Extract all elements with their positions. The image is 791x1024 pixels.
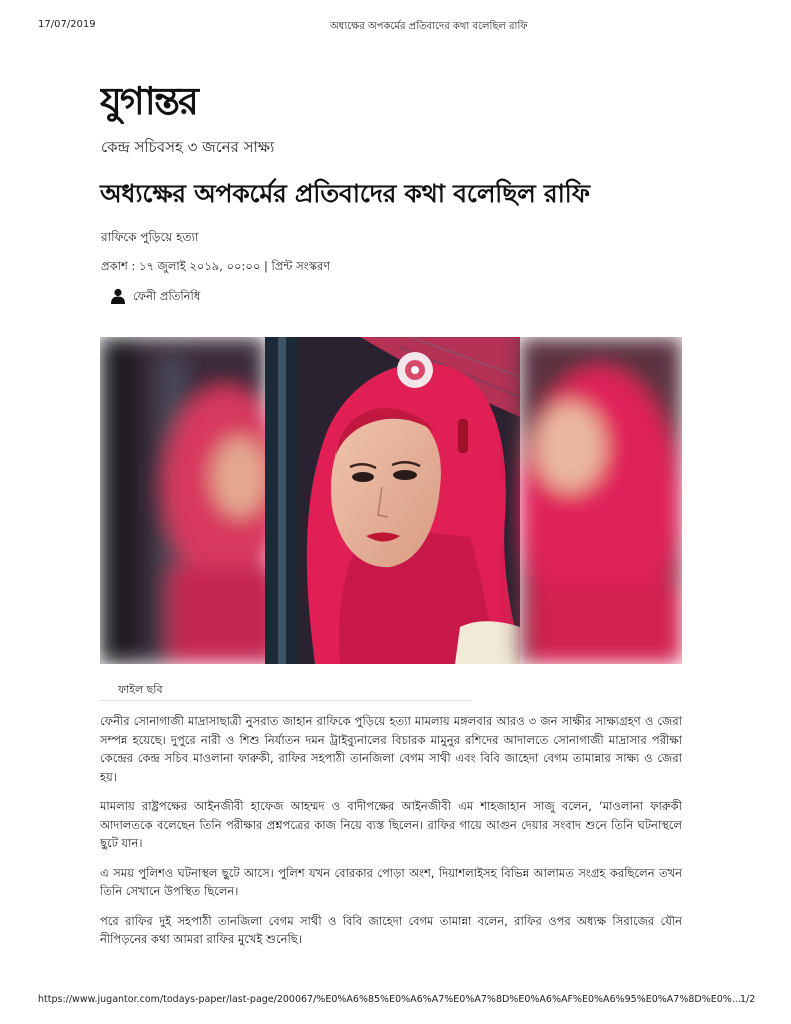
article-body — [100, 712, 682, 960]
article-paragraph: ফেনীর সোনাগাজী মাদ্রাসাছাত্রী নুসরাত জাহান রাফিকে পুড়িয়ে হত্যা মামলায় মঙ্গলবার আরও ৩ জন সাক্ষীর সাক্ষ্যগ্রহণ ও জেরা সম্পন্ন হয়েছে। দুপুরে নারী ও শিশু নির্যাতন দমন ট্রাইব্যুনালের বিচারক মামুনুর রশিদের আদালতে সোনাগাজী মাদ্রাসার পরীক্ষা কেন্দ্রের কেন্দ্র সচিব মাওলানা ফারুকী, রাফির সহপাঠী তানজিলা বেগম সাথী এবং বিবি জাহেদা বেগম তামান্নার সাক্ষ্য ও জেরা হয়। — [100, 714, 682, 784]
author-byline — [110, 288, 200, 307]
print-date: 17/07/2019 — [38, 19, 96, 30]
article-paragraph: মামলায় রাষ্ট্রপক্ষের আইনজীবী হাফেজ আহম্মদ ও বাদীপক্ষের আইনজীবী এম শাহজাহান সাজু বলেন, ‘মাওলানা ফারুকী আদালতকে বলেছেন তিনি পরীক্ষার প্রশ্নপত্রের কাজ নিয়ে ব্যস্ত ছিলেন। রাফির গায়ে আগুন দেয়ার সংবাদ শুনে তিনি ঘটনাস্থলে ছুটে যান। — [100, 799, 682, 850]
page-number: 1/2 — [740, 994, 756, 1005]
article-kicker: কেন্দ্র সচিবসহ ৩ জনের সাক্ষ্য — [101, 138, 275, 156]
user-icon — [110, 288, 126, 307]
jugantor-logo[interactable] — [100, 80, 290, 124]
svg-text:যুগান্তর: যুগান্তর — [100, 80, 197, 123]
article-photo — [100, 337, 682, 664]
photo-caption: ফাইল ছবি — [118, 683, 163, 696]
article-subhead: রাফিকে পুড়িয়ে হত্যা — [101, 230, 199, 244]
publish-meta: প্রকাশ : ১৭ জুলাই ২০১৯, ০০:০০ | প্রিন্ট সংস্করণ — [101, 259, 331, 273]
print-url: https://www.jugantor.com/todays-paper/last-page/200067/%E0%A6%85%E0%A6%A7%E0%A7%8D%E0%A6%AF%E0%A6%95%E0%A7%8D%E0%... — [38, 994, 741, 1005]
article-headline: অধ্যক্ষের অপকর্মের প্রতিবাদের কথা বলেছিল রাফি — [100, 179, 590, 208]
print-page-title: অধ্যক্ষের অপকর্মের প্রতিবাদের কথা বলেছিল রাফি — [330, 21, 528, 32]
article-paragraph: এ সময় পুলিশও ঘটনাস্থল ছুটে আসে। পুলিশ যখন বোরকার পোড়া অংশ, দিয়াশলাইসহ বিভিন্ন আলামত সংগ্রহ করছিলেন তখন তিনি সেখানে উপস্থিত ছিলেন। — [100, 865, 682, 898]
author-name: ফেনী প্রতিনিধি — [133, 289, 201, 303]
article-paragraph: পরে রাফির দুই সহপাঠী তানজিলা বেগম সাথী ও বিবি জাহেদা বেগম তামান্না বলেন, রাফির ওপর অধ্যক্ষ সিরাজের যৌন নীপিড়নের কথা আমরা রাফির মুখেই শুনেছি। — [100, 913, 682, 946]
caption-divider — [100, 700, 472, 701]
